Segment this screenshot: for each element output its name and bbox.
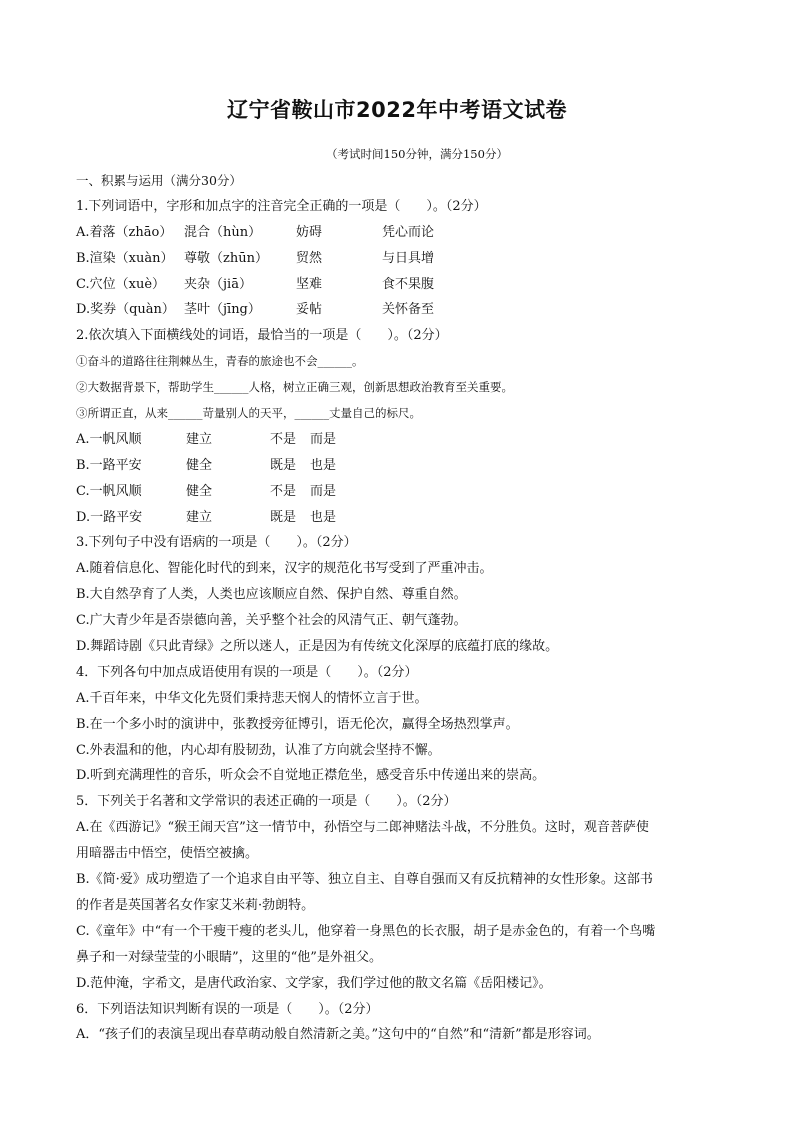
option-word: 也是 xyxy=(310,457,337,473)
option-word: D.一路平安 xyxy=(76,509,143,525)
option-word: D.奖券（quàn） xyxy=(76,302,175,318)
question-3-option-c: C.广大青少年是否崇德向善，关乎整个社会的风清气正、朝气蓬勃。 xyxy=(76,613,467,629)
question-3-stem: 3.下列句子中没有语病的一项是（ ）。（2分） xyxy=(76,535,357,551)
question-2-sentence-2: ②大数据背景下，帮助学生______人格，树立正确三观，创新思想政治教育至关重要。 xyxy=(76,380,513,395)
option-word: 坚难 xyxy=(296,276,323,292)
question-1-option-a xyxy=(76,220,716,246)
option-word: 健全 xyxy=(186,457,213,473)
option-word: 夹杂（jiā） xyxy=(184,276,252,292)
option-word: 妨碍 xyxy=(296,224,323,240)
option-word: 建立 xyxy=(186,431,213,447)
question-1-option-b xyxy=(76,246,716,272)
question-4-option-d: D.听到充满理性的音乐，听众会不自觉地正襟危坐，感受音乐中传递出来的崇高。 xyxy=(76,768,546,784)
exam-body xyxy=(76,168,716,1048)
question-5-option-d: D.范仲淹，字希文，是唐代政治家、文学家，我们学过他的散文名篇《岳阳楼记》。 xyxy=(76,975,552,991)
option-word: 而是 xyxy=(310,483,337,499)
question-5-stem: 5．下列关于名著和文学常识的表述正确的一项是（ ）。（2分） xyxy=(76,794,457,810)
question-2-option-d xyxy=(76,505,716,531)
question-5-option-b: B.《简·爱》成功塑造了一个追求自由平等、独立自主、自尊自强而又有反抗精神的女性形象。这部书 xyxy=(76,872,653,888)
option-word: C.穴位（xuè） xyxy=(76,276,166,292)
option-word: 尊敬（zhūn） xyxy=(184,250,268,266)
exam-info: （考试时间150分钟，满分150分） xyxy=(326,147,508,161)
option-word: 茎叶（jīng） xyxy=(184,302,261,318)
option-word: 与日具增 xyxy=(382,250,435,266)
question-5-option-c: C.《童年》中“有一个干瘦干瘦的老头儿，他穿着一身黑色的长衣服，胡子是赤金色的，有着一个鸟嘴 xyxy=(76,923,656,939)
question-3-option-b: B.大自然孕育了人类，人类也应该顺应自然、保护自然、尊重自然。 xyxy=(76,587,467,603)
option-word: 贸然 xyxy=(296,250,323,266)
question-1-stem: 1.下列词语中，字形和加点字的注音完全正确的一项是（ ）。（2分） xyxy=(76,198,487,214)
question-6-stem: 6．下列语法知识判断有误的一项是（ ）。（2分） xyxy=(76,1001,379,1017)
question-2-stem: 2.依次填入下面横线处的词语，最恰当的一项是（ ）。（2分） xyxy=(76,328,448,344)
question-5-option-c-cont: 鼻子和一对绿莹莹的小眼睛”，这里的“他”是外祖父。 xyxy=(76,949,382,965)
question-2-option-b xyxy=(76,453,716,479)
page-title: 辽宁省鞍山市2022年中考语文试卷 xyxy=(227,98,567,122)
option-word: 凭心而论 xyxy=(382,224,435,240)
section-heading: 一、积累与运用（满分30分） xyxy=(76,173,242,188)
option-word: 食不果腹 xyxy=(382,276,435,292)
question-3-option-d: D.舞蹈诗剧《只此青绿》之所以迷人，正是因为有传统文化深厚的底蕴打底的缘故。 xyxy=(76,639,559,655)
question-3-option-a: A.随着信息化、智能化时代的到来，汉字的规范化书写受到了严重冲击。 xyxy=(76,561,493,577)
option-word: 不是 xyxy=(270,431,297,447)
option-word: 混合（hùn） xyxy=(184,224,262,240)
option-word: A.着落（zhāo） xyxy=(76,224,173,240)
question-5-option-a: A.在《西游记》“猴王闹天宫”这一情节中，孙悟空与二郎神赌法斗战，不分胜负。这时，观音菩萨使 xyxy=(76,820,649,836)
question-4-option-b: B.在一个多小时的演讲中，张教授旁征博引，语无伦次，赢得全场热烈掌声。 xyxy=(76,716,519,732)
question-2-sentence-3: ③所谓正直，从来______苛量别人的天平，______丈量自己的标尺。 xyxy=(76,406,421,421)
question-2-sentence-1: ①奋斗的道路往往荆棘丛生，青春的旅途也不会______。 xyxy=(76,354,364,369)
option-word: 健全 xyxy=(186,483,213,499)
question-5-option-b-cont: 的作者是英国著名女作家艾米莉·勃朗特。 xyxy=(76,897,315,913)
question-2-option-c xyxy=(76,479,716,505)
option-word: 而是 xyxy=(310,431,337,447)
option-word: 妥帖 xyxy=(296,302,323,318)
option-word: 既是 xyxy=(270,509,297,525)
question-4-stem: 4．下列各句中加点成语使用有误的一项是（ ）。（2分） xyxy=(76,664,418,680)
option-word: 也是 xyxy=(310,509,337,525)
question-4-option-c: C.外表温和的他，内心却有股韧劲，认准了方向就会坚持不懈。 xyxy=(76,742,441,758)
question-1-option-d xyxy=(76,297,716,323)
question-4-option-a: A.千百年来，中华文化先贤们秉持悲天悯人的情怀立言于世。 xyxy=(76,690,428,706)
question-6-option-a: A．“孩子们的表演呈现出春草萌动般自然清新之美。”这句中的“自然”和“清新”都是形容词。 xyxy=(76,1027,600,1043)
option-word: C.一帆风顺 xyxy=(76,483,142,499)
question-5-option-a-cont: 用暗器击中悟空，使悟空被擒。 xyxy=(76,846,259,862)
question-2-option-a xyxy=(76,427,716,453)
option-word: B.一路平安 xyxy=(76,457,142,473)
question-1-option-c xyxy=(76,272,716,298)
option-word: 不是 xyxy=(270,483,297,499)
option-word: B.渲染（xuàn） xyxy=(76,250,174,266)
option-word: 建立 xyxy=(186,509,213,525)
option-word: 既是 xyxy=(270,457,297,473)
option-word: 关怀备至 xyxy=(382,302,435,318)
option-word: A.一帆风顺 xyxy=(76,431,142,447)
